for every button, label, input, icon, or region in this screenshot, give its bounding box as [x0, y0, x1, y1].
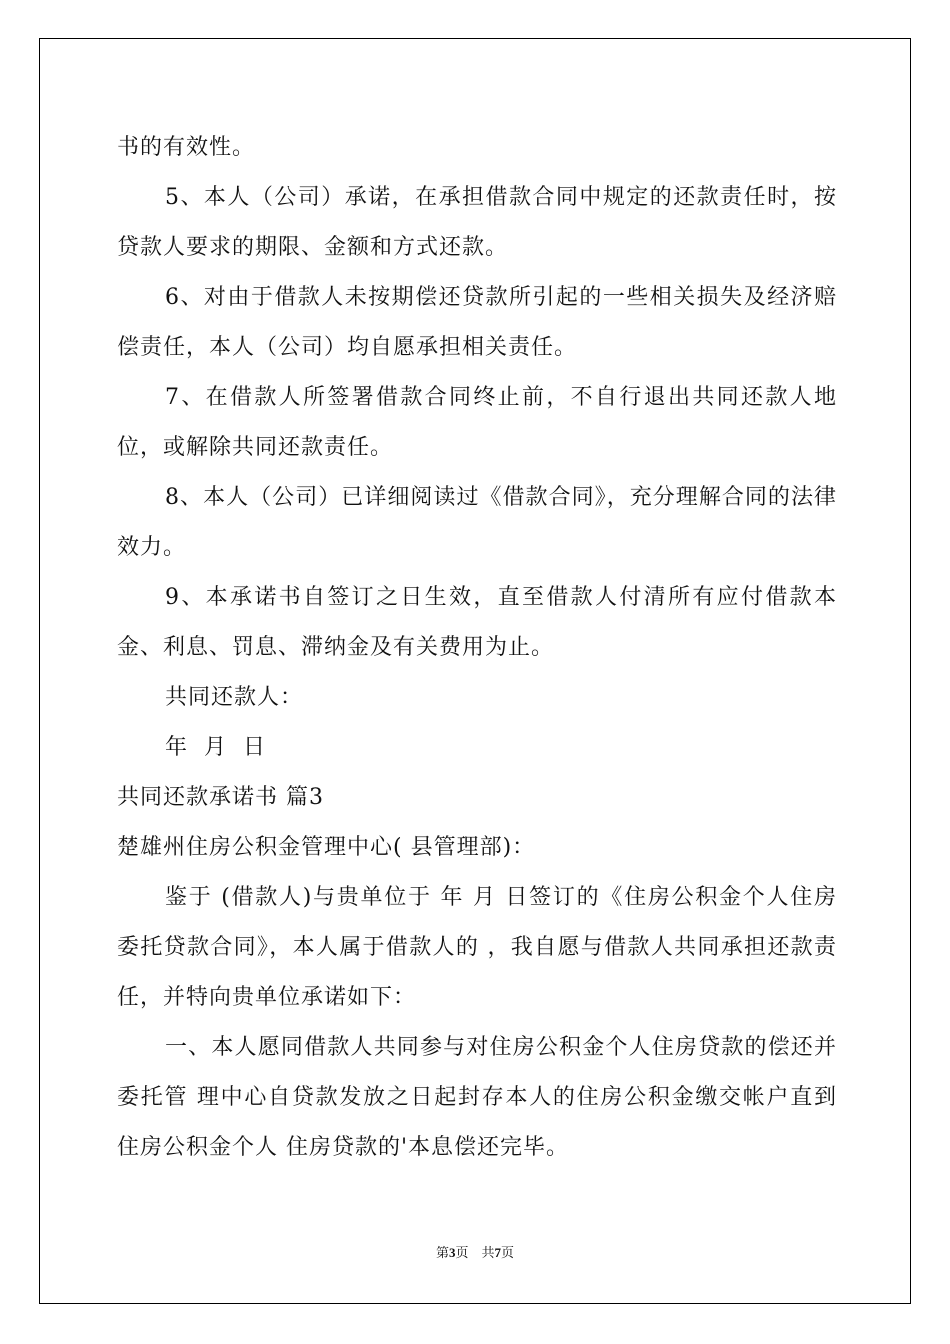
addressee: 楚雄州住房公积金管理中心( 县管理部)： — [117, 835, 536, 860]
signature-label: 共同还款人： — [165, 685, 304, 710]
paragraph: 7、在借款人所签署借款合同终止前，不自行退出共同还款人地位，或解除共同还款责任。 — [117, 385, 837, 460]
paragraph: 8、本人（公司）已详细阅读过《借款合同》，充分理解合同的法律效力。 — [117, 485, 837, 560]
paragraph: 一、本人愿同借款人共同参与对住房公积金个人住房贷款的偿还并委托管 理中心自贷款发放之日起封存本人的住房公积金缴交帐户直到住房公积金个人 住房贷款的'本息偿还完毕。 — [117, 1035, 837, 1160]
paragraph: 6、对由于借款人未按期偿还贷款所引起的一些相关损失及经济赔偿责任，本人（公司）均自愿承担相关责任。 — [117, 285, 837, 360]
footer-suffix: 页 — [501, 1246, 515, 1261]
page-total: 7 — [494, 1245, 501, 1260]
footer-prefix: 第 — [435, 1246, 449, 1261]
footer-mid: 页 共 — [455, 1246, 495, 1261]
paragraph: 书的有效性。 — [117, 135, 256, 160]
paragraph: 鉴于 (借款人)与贵单位于 年 月 日签订的《住房公积金个人住房委托贷款合同》，本人属于借款人的 ，我自愿与借款人共同承担还款责任，并特向贵单位承诺如下： — [117, 885, 837, 1010]
page-footer — [0, 1242, 950, 1261]
paragraph: 9、本承诺书自签订之日生效，直至借款人付清所有应付借款本金、利息、罚息、滞纳金及有关费用为止。 — [117, 585, 837, 660]
paragraph: 5、本人（公司）承诺，在承担借款合同中规定的还款责任时，按贷款人要求的期限、金额和方式还款。 — [117, 185, 837, 260]
page-number: 3 — [448, 1245, 456, 1260]
date-line: 年 月 日 — [165, 735, 266, 760]
document-body — [117, 123, 837, 1173]
section-heading: 共同还款承诺书 篇3 — [117, 785, 324, 810]
